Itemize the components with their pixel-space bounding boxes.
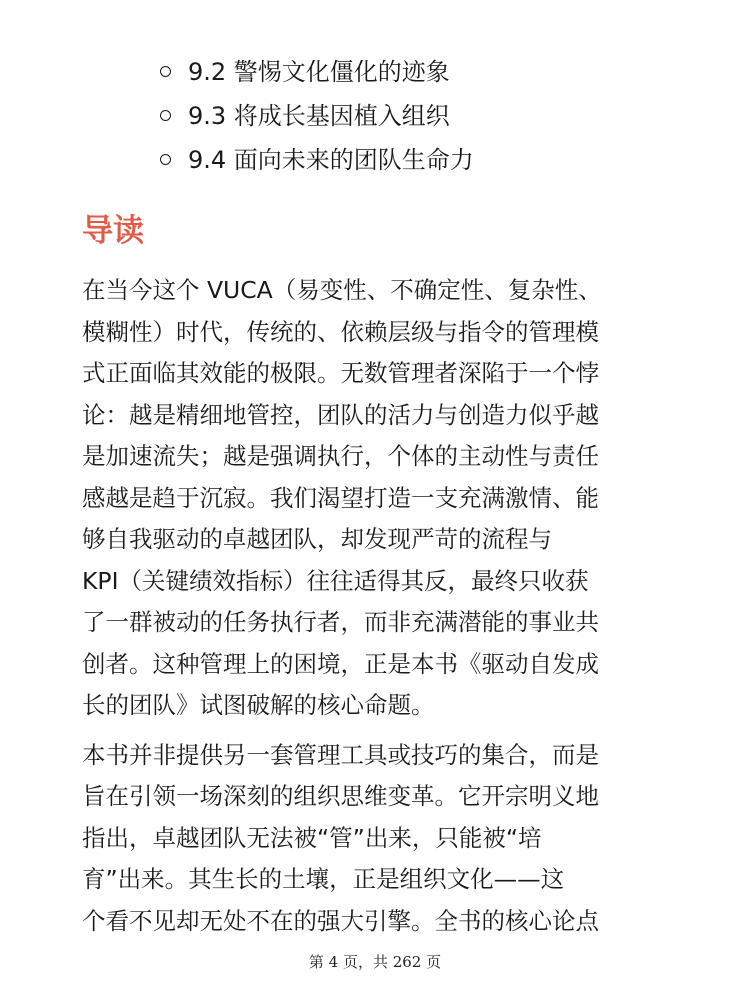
toc-item[interactable] <box>160 138 474 182</box>
page-number-footer: 第 4 页，共 262 页 <box>308 953 442 971</box>
toc-item-label: 9.4 面向未来的团队生命力 <box>188 146 474 174</box>
toc-item[interactable] <box>160 50 474 94</box>
paragraph-line: 育”出来。其生长的土壤，正是组织文化——这 <box>82 865 565 893</box>
paragraph-line: 模糊性）时代，传统的、依赖层级与指令的管理模 <box>82 317 599 346</box>
paragraph-line: 式正面临其效能的极限。无数管理者深陷于一个悖 <box>82 359 599 387</box>
paragraph-line: 个看不见却无处不在的强大引擎。全书的核心论点 <box>82 906 599 935</box>
paragraph-line: 论：越是精细地管控，团队的活力与创造力似乎越 <box>82 400 599 429</box>
toc-item-label: 9.3 将成长基因植入组织 <box>188 102 450 130</box>
paragraph-line: 旨在引领一场深刻的组织思维变革。它开宗明义地 <box>82 782 599 810</box>
paragraph-line: 指出，卓越团队无法被“管”出来，只能被“培 <box>82 823 542 852</box>
body-text <box>82 270 672 950</box>
toc-list <box>160 50 474 182</box>
hollow-circle-bullet-icon <box>160 154 171 165</box>
paragraph-line: 够自我驱动的卓越团队，却发现严苛的流程与 <box>82 525 552 553</box>
paragraph-line: 长的团队》试图破解的核心命题。 <box>82 691 435 719</box>
hollow-circle-bullet-icon <box>160 66 171 77</box>
toc-item-label: 9.2 警惕文化僵化的迹象 <box>188 58 450 86</box>
paragraph-line: 创者。这种管理上的困境，正是本书《驱动自发成 <box>82 649 599 678</box>
paragraph <box>82 735 672 943</box>
paragraph-line: 感越是趋于沉寂。我们渴望打造一支充满激情、能 <box>82 483 599 512</box>
hollow-circle-bullet-icon <box>160 110 171 121</box>
paragraph-line: KPI（关键绩效指标）往往适得其反，最终只收获 <box>82 566 589 595</box>
paragraph-line: 了一群被动的任务执行者，而非充满潜能的事业共 <box>82 608 599 636</box>
paragraph-line: 本书并非提供另一套管理工具或技巧的集合，而是 <box>82 740 599 769</box>
paragraph-line: 是加速流失；越是强调执行，个体的主动性与责任 <box>82 442 599 470</box>
paragraph-line: 在当今这个 VUCA（易变性、不确定性、复杂性、 <box>82 276 602 304</box>
toc-item[interactable] <box>160 94 474 138</box>
paragraph <box>82 270 672 727</box>
section-title: 导读 <box>82 213 144 249</box>
